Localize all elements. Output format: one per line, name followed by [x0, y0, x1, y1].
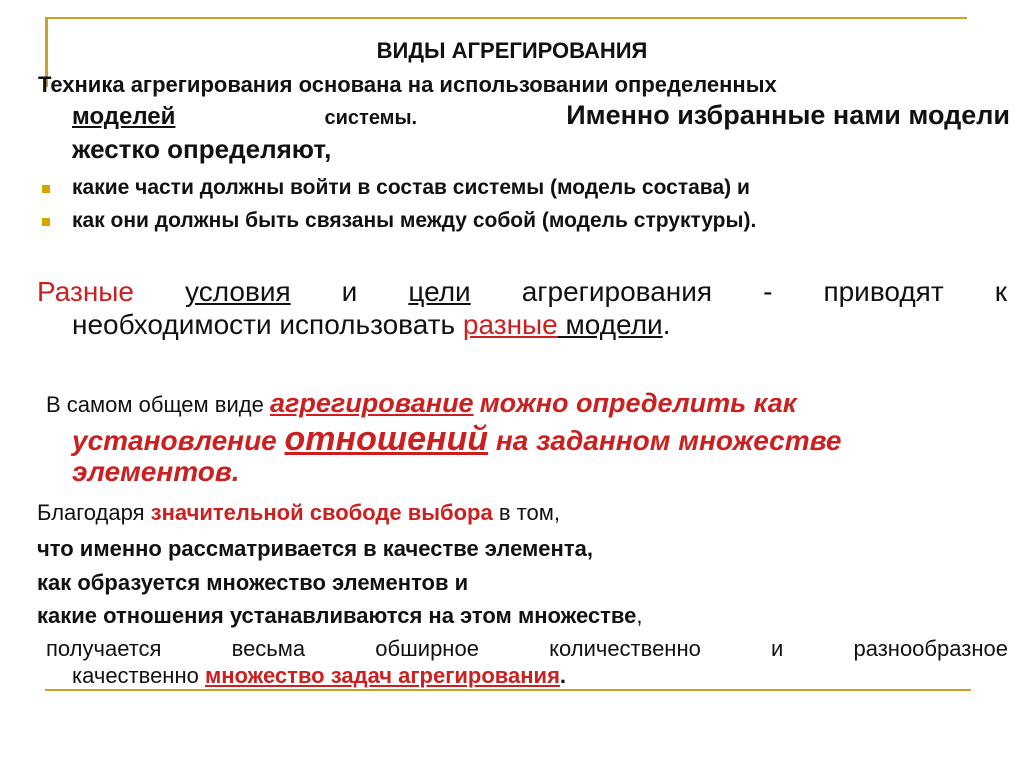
p4-line6: [72, 663, 566, 689]
to-word: к: [994, 276, 1007, 307]
bullet-item-1: какие части должны войти в состав системы (модель состава) и: [72, 176, 750, 199]
bullet-marker: [42, 185, 50, 193]
p2-line2: [72, 309, 670, 341]
establishment-word: установление: [72, 425, 277, 456]
lead-word: приводят: [823, 276, 944, 307]
different-word: Разные: [37, 276, 135, 307]
freedom-of-choice-text: значительной свободе выбора: [150, 500, 493, 525]
models-word: модели: [557, 309, 663, 340]
relations-word: отношений: [284, 420, 489, 458]
definition-text: можно определить как: [479, 388, 797, 418]
diverse-word: разнообразное: [853, 636, 1008, 661]
slide-title: ВИДЫ АГРЕГИРОВАНИЯ: [376, 38, 648, 63]
and-word: и: [341, 276, 358, 307]
p4-line3: как образуется множество элементов и: [37, 570, 469, 595]
relations-set-text: какие отношения устанавливаются на этом множестве: [37, 603, 637, 628]
p1-line2: [72, 100, 1010, 131]
tasks-set-text: множество задач агрегирования: [204, 663, 560, 688]
aggregation-term: агрегирование: [269, 388, 474, 418]
p4-line1: [37, 500, 560, 526]
different-models-word: разные: [462, 309, 558, 340]
and-word: и: [771, 636, 784, 661]
in-that-text: в том,: [498, 500, 560, 525]
very-word: весьма: [231, 636, 306, 661]
p1-line3: жестко определяют,: [72, 134, 332, 164]
p3-line1: [46, 388, 796, 419]
system-word: системы.: [324, 107, 418, 129]
models-word: моделей: [72, 103, 176, 130]
dash: -: [763, 276, 773, 307]
final-period: .: [559, 663, 567, 688]
quantitatively-word: количественно: [549, 636, 701, 661]
result-word: получается: [46, 636, 162, 661]
p1-line1: Техника агрегирования основана на использовании определенных: [38, 72, 777, 97]
conditions-word: условия: [185, 276, 291, 307]
p2-line1: [37, 276, 1007, 308]
goals-word: цели: [408, 276, 471, 307]
thanks-word: Благодаря: [37, 500, 145, 525]
bullet-item-2: как они должны быть связаны между собой (модель структуры).: [72, 209, 757, 232]
p4-line5: [46, 636, 1008, 662]
p4-line4: [37, 603, 643, 629]
p3-line3: элементов.: [72, 456, 240, 487]
qualitatively-word: качественно: [72, 663, 199, 688]
given-set-text: на заданном множестве: [495, 425, 842, 456]
period: .: [662, 309, 671, 340]
necessity-text: необходимости использовать: [72, 309, 456, 340]
p4-line2: что именно рассматривается в качестве элемента,: [37, 536, 593, 561]
extensive-word: обширное: [375, 636, 479, 661]
bullet-marker: [42, 218, 50, 226]
p3-line2: [72, 420, 841, 459]
bottom-rule: [45, 689, 971, 691]
general-view-text: В самом общем виде: [46, 392, 264, 417]
chosen-models-text: Именно избранные нами модели: [566, 100, 1010, 130]
top-rule: [45, 17, 967, 19]
aggregation-word: агрегирования: [521, 276, 713, 307]
comma: ,: [636, 603, 643, 628]
